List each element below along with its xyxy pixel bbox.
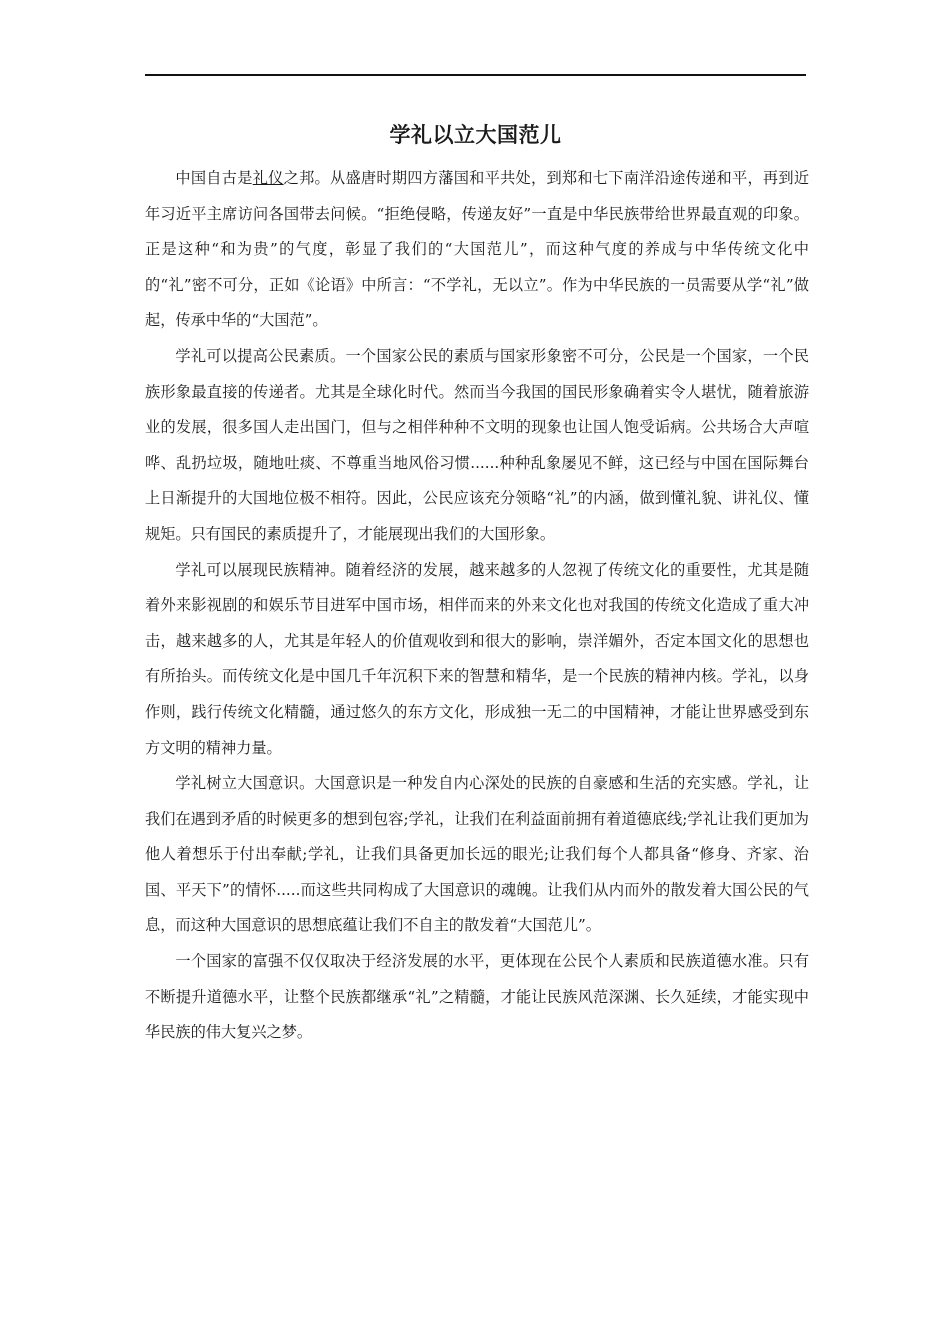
header-rule bbox=[145, 74, 806, 76]
paragraph-intro bbox=[145, 161, 809, 339]
paragraph-national-spirit: 学礼可以展现民族精神。随着经济的发展，越来越多的人忽视了传统文化的重要性，尤其是随着外来影视剧的和娱乐节目进军中国市场，相伴而来的外来文化也对我国的传统文化造成了重大冲击，越来越多的人，尤其是年轻人的价值观收到和很大的影响，崇洋媚外，否定本国文化的思想也有所抬头。而传统文化是中国几千年沉积下来的智慧和精华，是一个民族的精神内核。学礼，以身作则，践行传统文化精髓，通过悠久的东方文化，形成独一无二的中国精神，才能让世界感受到东方文明的精神力量。 bbox=[145, 560, 809, 757]
document-title: 学礼以立大国范儿 bbox=[389, 123, 562, 147]
paragraph-intro-lead: 中国自古是 bbox=[175, 169, 253, 187]
paragraph-great-power-awareness: 学礼树立大国意识。大国意识是一种发自内心深处的民族的自豪感和生活的充实感。学礼，让我们在遇到矛盾的时候更多的想到包容;学礼，让我们在利益面前拥有着道德底线;学礼让我们更加为他人着想乐于付出奉献;学礼，让我们具备更加长远的眼光;让我们每个人都具备“修身、齐家、治国、平天下”的情怀.....而这些共同构成了大国意识的魂魄。让我们从内而外的散发着大国公民的气息，而这种大国意识的思想底蕴让我们不自主的散发着“大国范儿”。 bbox=[145, 774, 809, 935]
paragraph-intro-text: 之邦。从盛唐时期四方藩国和平共处，到郑和七下南洋沿途传递和平，再到近年习近平主席访问各国带去问候。“拒绝侵略，传递友好”一直是中华民族带给世界最直观的印象。正是这种“和为贵”的气度，彰显了我们的“大国范儿”，而这种气度的养成与中华传统文化中的“礼”密不可分，正如《论语》中所言：“不学礼，无以立”。作为中华民族的一员需要从学“礼”做起，传承中华的“大国范”。 bbox=[145, 169, 810, 330]
paragraph-conclusion: 一个国家的富强不仅仅取决于经济发展的水平，更体现在公民个人素质和民族道德水准。只有不断提升道德水平，让整个民族都继承“礼”之精髓，才能让民族风范深渊、长久延续，才能实现中华民族的伟大复兴之梦。 bbox=[145, 952, 809, 1042]
underlined-term: 礼仪 bbox=[252, 169, 284, 187]
paragraph-citizen-quality: 学礼可以提高公民素质。一个国家公民的素质与国家形象密不可分，公民是一个国家，一个民族形象最直接的传递者。尤其是全球化时代。然而当今我国的国民形象确着实令人堪忧，随着旅游业的发展，很多国人走出国门，但与之相伴种种不文明的现象也让国人饱受诟病。公共场合大声喧哗、乱扔垃圾，随地吐痰、不尊重当地风俗习惯......种种乱象屡见不鲜，这已经与中国在国际舞台上日渐提升的大国地位极不相符。因此，公民应该充分领略“礼”的内涵，做到懂礼貌、讲礼仪、懂规矩。只有国民的素质提升了，才能展现出我们的大国形象。 bbox=[145, 346, 809, 543]
document-body bbox=[145, 161, 809, 1051]
